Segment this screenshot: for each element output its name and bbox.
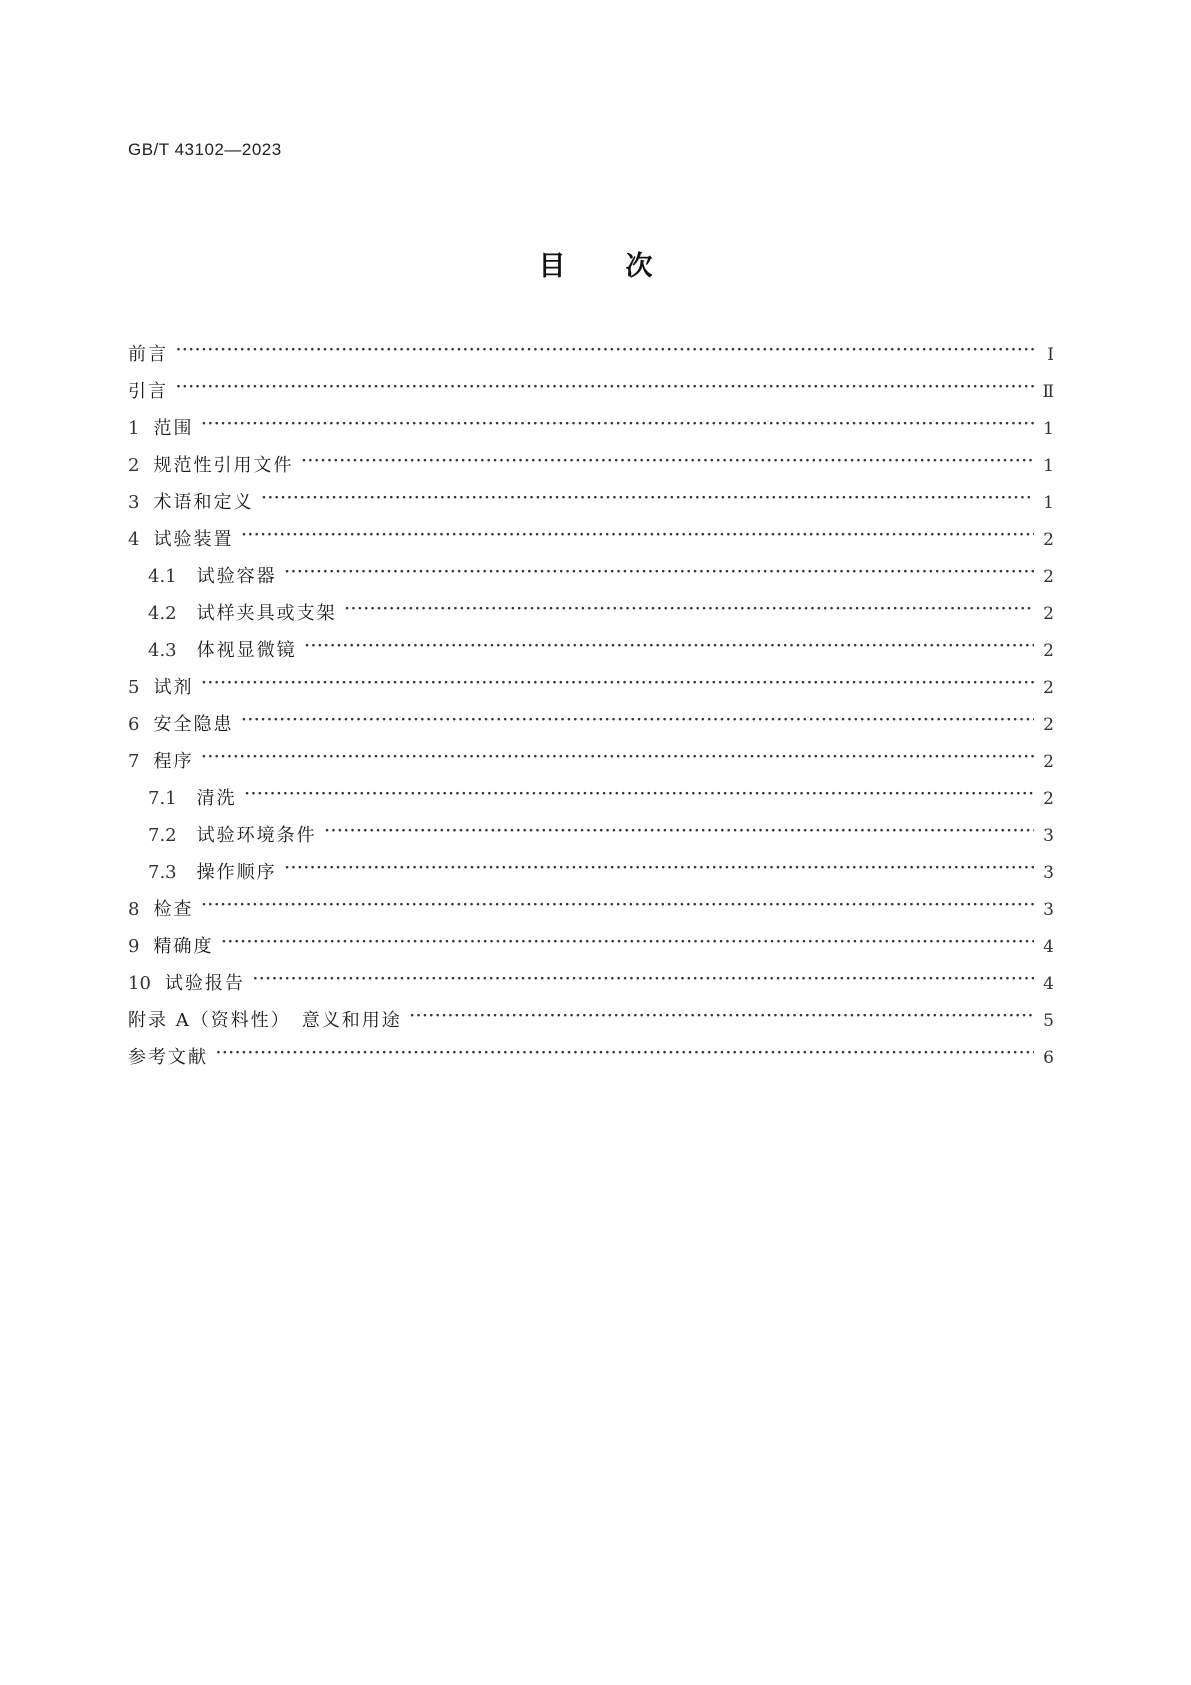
toc-entry[interactable] — [128, 969, 1054, 1006]
toc-entry-number: 7.3 — [148, 862, 177, 883]
toc-dot-leader — [285, 564, 1034, 582]
toc-dot-leader — [241, 527, 1034, 545]
toc-entry-page: 1 — [1043, 456, 1054, 476]
toc-entry-number: 10 — [128, 973, 151, 994]
toc-entry[interactable] — [128, 525, 1054, 562]
toc-dot-leader — [201, 749, 1034, 767]
toc-entry-number: 4 — [128, 529, 140, 550]
toc-entry-number: 5 — [128, 677, 140, 698]
toc-dot-leader — [241, 712, 1034, 730]
toc-entry-page: 6 — [1043, 1048, 1054, 1068]
toc-entry[interactable] — [128, 414, 1054, 451]
toc-entry-label: 试剂 — [153, 677, 194, 698]
toc-entry-page: 3 — [1043, 900, 1054, 920]
toc-entry-label: 检查 — [153, 899, 194, 920]
toc-entry-label: 附录 A（资料性） 意义和用途 — [128, 1010, 402, 1031]
toc-entry-page: 4 — [1043, 974, 1054, 994]
toc-entry[interactable] — [128, 673, 1054, 710]
toc-dot-leader — [245, 786, 1034, 804]
toc-entry-page: 3 — [1043, 863, 1054, 883]
toc-entry-label: 术语和定义 — [153, 492, 254, 513]
toc-entry-number: 4.3 — [148, 640, 177, 661]
toc-entry-page: 2 — [1043, 789, 1054, 809]
toc-entry-page: 2 — [1043, 604, 1054, 624]
toc-entry-page: 2 — [1043, 752, 1054, 772]
toc-entry-number: 6 — [128, 714, 140, 735]
toc-entry-number: 4.1 — [148, 566, 177, 587]
toc-entry[interactable] — [128, 562, 1054, 599]
toc-dot-leader — [201, 416, 1034, 434]
toc-entry-label: 范围 — [153, 418, 194, 439]
toc-entry[interactable] — [128, 451, 1054, 488]
toc-entry[interactable] — [128, 932, 1054, 969]
standard-code: GB/T 43102—2023 — [128, 140, 282, 159]
toc-entry-label: 程序 — [153, 751, 194, 772]
toc-entry[interactable] — [128, 821, 1054, 858]
toc-entry-number: 1 — [128, 418, 140, 439]
toc-entry-page: 2 — [1043, 641, 1054, 661]
toc-dot-leader — [221, 934, 1034, 952]
toc-dot-leader — [176, 342, 1034, 360]
toc-entry[interactable] — [128, 1043, 1054, 1080]
toc-entry-label: 清洗 — [196, 788, 237, 809]
toc-dot-leader — [325, 823, 1034, 841]
toc-entry-page: 2 — [1043, 530, 1054, 550]
toc-entry-label: 前言 — [128, 344, 168, 365]
toc-entry-number: 7.2 — [148, 825, 177, 846]
toc-entry-number: 8 — [128, 899, 140, 920]
toc-entry-page: 4 — [1043, 937, 1054, 957]
toc-dot-leader — [201, 675, 1034, 693]
toc-entry-label: 引言 — [128, 381, 168, 402]
toc-entry-page: 2 — [1043, 678, 1054, 698]
toc-entry-label: 试验报告 — [164, 973, 245, 994]
toc-entry[interactable] — [128, 340, 1054, 377]
toc-dot-leader — [201, 897, 1034, 915]
toc-entry-page: 1 — [1043, 419, 1054, 439]
toc-entry-label: 参考文献 — [128, 1047, 208, 1068]
toc-entry-number: 2 — [128, 455, 140, 476]
toc-entry-label: 操作顺序 — [196, 862, 277, 883]
toc-entry[interactable] — [128, 895, 1054, 932]
toc-dot-leader — [216, 1045, 1034, 1063]
toc-entry[interactable] — [128, 488, 1054, 525]
toc-entry-number: 9 — [128, 936, 140, 957]
toc-entry[interactable] — [128, 858, 1054, 895]
toc-entry[interactable] — [128, 784, 1054, 821]
toc-entry-label: 试样夹具或支架 — [196, 603, 337, 624]
toc-dot-leader — [305, 638, 1034, 656]
toc-entry[interactable] — [128, 1006, 1054, 1043]
toc-entry[interactable] — [128, 599, 1054, 636]
toc-entry[interactable] — [128, 710, 1054, 747]
toc-dot-leader — [345, 601, 1034, 619]
toc-dot-leader — [253, 971, 1034, 989]
toc-entry-label: 安全隐患 — [153, 714, 234, 735]
toc-title: 目次 — [538, 251, 713, 282]
toc-entry-page: 2 — [1043, 567, 1054, 587]
toc-entry-label: 试验环境条件 — [196, 825, 317, 846]
toc-entry-label: 体视显微镜 — [196, 640, 297, 661]
toc-entry-page: Ⅱ — [1042, 382, 1054, 402]
toc-entry-page: 1 — [1043, 493, 1054, 513]
toc-entry-label: 试验容器 — [196, 566, 277, 587]
toc-entry[interactable] — [128, 636, 1054, 673]
toc-entry-page: 2 — [1043, 715, 1054, 735]
toc-entry-label: 试验装置 — [153, 529, 234, 550]
toc-entry-number: 7.1 — [148, 788, 177, 809]
toc-entry[interactable] — [128, 747, 1054, 784]
toc-entry-number: 7 — [128, 751, 140, 772]
toc-dot-leader — [176, 379, 1034, 397]
toc-entry-number: 4.2 — [148, 603, 177, 624]
table-of-contents — [128, 340, 1054, 1080]
toc-entry-label: 精确度 — [153, 936, 214, 957]
toc-dot-leader — [285, 860, 1034, 878]
toc-dot-leader — [410, 1008, 1034, 1026]
toc-entry-label: 规范性引用文件 — [153, 455, 294, 476]
toc-entry-page: Ⅰ — [1047, 345, 1054, 365]
toc-entry-page: 3 — [1043, 826, 1054, 846]
toc-dot-leader — [261, 490, 1034, 508]
toc-entry[interactable] — [128, 377, 1054, 414]
toc-entry-page: 5 — [1043, 1011, 1054, 1031]
toc-dot-leader — [301, 453, 1034, 471]
toc-entry-number: 3 — [128, 492, 140, 513]
